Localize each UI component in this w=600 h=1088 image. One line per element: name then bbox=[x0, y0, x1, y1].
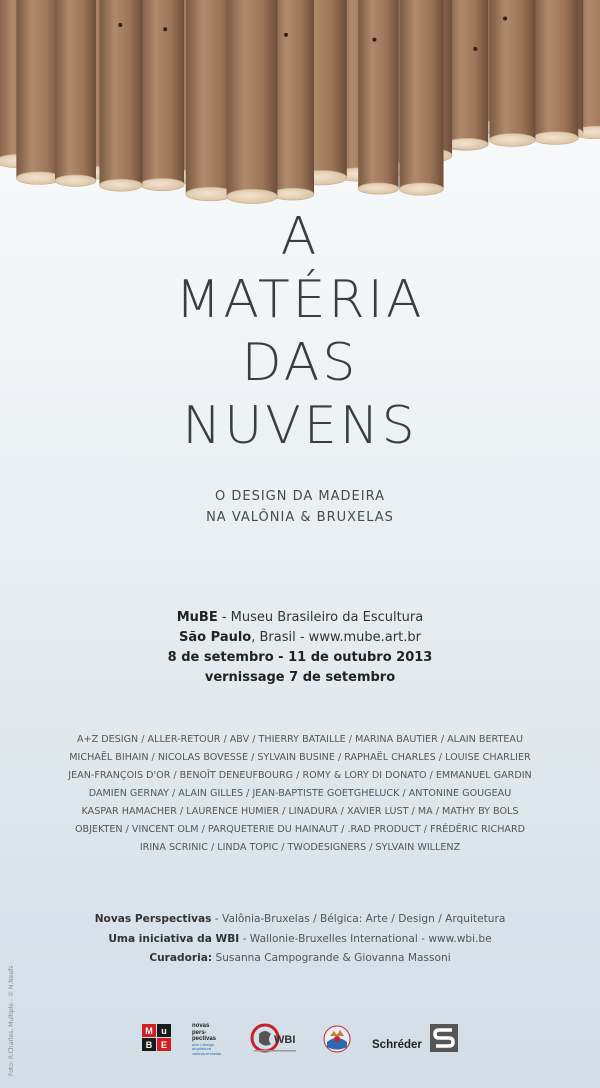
wooden-cylinder bbox=[489, 0, 535, 140]
credits-line: Novas Perspectivas - Valônia-Bruxelas / Bélgica: Arte / Design / Arquitetura bbox=[94, 913, 506, 925]
hero-wooden-cylinders-image bbox=[0, 0, 600, 205]
round-emblem-logo bbox=[322, 1022, 352, 1054]
wooden-cylinder-end bbox=[16, 172, 61, 185]
title-line: MATÉRIA bbox=[175, 270, 425, 330]
venue-description: - Museu Brasileiro da Escultura bbox=[217, 610, 424, 625]
wbi-logo-text: WBI bbox=[274, 1034, 296, 1046]
schreder-logo-text: Schréder bbox=[372, 1039, 422, 1051]
subtitle bbox=[0, 486, 600, 528]
wooden-cylinder bbox=[227, 0, 278, 196]
wooden-cylinder-end bbox=[99, 179, 142, 191]
designers-line: MICHAËL BIHAIN / NICOLAS BOVESSE / SYLVAIN BUSINE / RAPHAËL CHARLES / LOUISE CHARLIER bbox=[69, 752, 531, 763]
title-line: NUVENS bbox=[182, 396, 418, 456]
wooden-cylinder-end bbox=[446, 138, 487, 150]
wooden-cylinder bbox=[99, 0, 142, 185]
designers-line: IRINA SCRINIC / LINDA TOPIC / TWODESIGNERS / SYLVAIN WILLENZ bbox=[139, 842, 461, 853]
wooden-cylinder bbox=[446, 0, 487, 144]
photo-credit: Foto: R.Charles, Multiple - © N.Neefs bbox=[8, 965, 15, 1076]
wooden-cylinder bbox=[140, 0, 184, 185]
subtitle-line: NA VALÔNIA & BRUXELAS bbox=[206, 510, 394, 525]
subtitle-line: O DESIGN DA MADEIRA bbox=[215, 489, 385, 504]
mube-logo bbox=[142, 1024, 172, 1052]
wooden-cylinder bbox=[55, 0, 96, 181]
venue-name: MuBE bbox=[176, 610, 218, 625]
novas-perspectivas-logo: novas pers- pectivas arte / design arquitetura valônia-bruxelas bbox=[192, 1023, 222, 1056]
schreder-logo bbox=[372, 1024, 460, 1052]
venue-location-url: , Brasil - www.mube.art.br bbox=[251, 630, 421, 645]
sponsor-logos bbox=[0, 1020, 600, 1060]
wooden-cylinder bbox=[358, 0, 398, 189]
globe-icon bbox=[259, 1031, 271, 1046]
mube-logo-letter: E bbox=[157, 1038, 171, 1051]
schreder-s-icon bbox=[430, 1024, 458, 1052]
wbi-logo bbox=[250, 1022, 300, 1054]
designers-line: OBJEKTEN / VINCENT OLM / PARQUETERIE DU HAINAUT / .RAD PRODUCT / FRÉDÉRIC RICHARD bbox=[74, 824, 526, 835]
wooden-cylinder-end bbox=[55, 175, 96, 186]
opening-date: vernissage 7 de setembro bbox=[204, 670, 396, 685]
mube-logo-letter: B bbox=[142, 1038, 156, 1051]
venue-line bbox=[0, 628, 600, 648]
credits bbox=[0, 910, 600, 969]
designers-line: DAMIEN GERNAY / ALAIN GILLES / JEAN-BAPTISTE GOETGHELUCK / ANTONINE GOUGEAU bbox=[88, 788, 512, 799]
designers-line: KASPAR HAMACHER / LAURENCE HUMIER / LINADURA / XAVIER LUST / MA / MATHY BY BOLS bbox=[81, 806, 519, 817]
wooden-cylinder bbox=[271, 0, 314, 194]
wooden-cylinder-end bbox=[533, 132, 579, 145]
venue-city: São Paulo bbox=[179, 630, 252, 645]
wooden-cylinder-end bbox=[140, 178, 184, 190]
wooden-cylinder-end bbox=[399, 183, 443, 195]
designers-list bbox=[30, 731, 570, 857]
wooden-cylinder bbox=[533, 0, 579, 138]
wooden-cylinder-end bbox=[489, 134, 535, 147]
wooden-cylinder-end bbox=[271, 188, 314, 200]
wooden-cylinder bbox=[16, 0, 61, 178]
exhibition-dates: 8 de setembro - 11 de outubro 2013 bbox=[167, 650, 433, 665]
wooden-cylinder bbox=[399, 0, 443, 189]
credits-line: Uma iniciativa da WBI - Wallonie-Bruxelles International - www.wbi.be bbox=[108, 932, 492, 945]
venue-info bbox=[0, 608, 600, 688]
wooden-cylinder-end bbox=[227, 189, 278, 203]
designers-line: A+Z DESIGN / ALLER-RETOUR / ABV / THIERRY BATAILLE / MARINA BAUTIER / ALAIN BERTEAU bbox=[77, 734, 523, 745]
wooden-cylinder-end bbox=[358, 183, 398, 194]
venue-line bbox=[0, 608, 600, 628]
designers-line: JEAN-FRANÇOIS D'OR / BENOÎT DENEUFBOURG / ROMY & LORY DI DONATO / EMMANUEL GARDIN bbox=[68, 770, 532, 781]
exhibition-title bbox=[0, 206, 600, 458]
mube-logo-letter: M bbox=[142, 1024, 156, 1037]
title-line: A bbox=[280, 207, 320, 267]
title-line: DAS bbox=[241, 333, 359, 393]
credits-line: Curadoria: Susanna Campogrande & Giovanna Massoni bbox=[149, 952, 451, 964]
mube-logo-letter: u bbox=[157, 1024, 171, 1037]
